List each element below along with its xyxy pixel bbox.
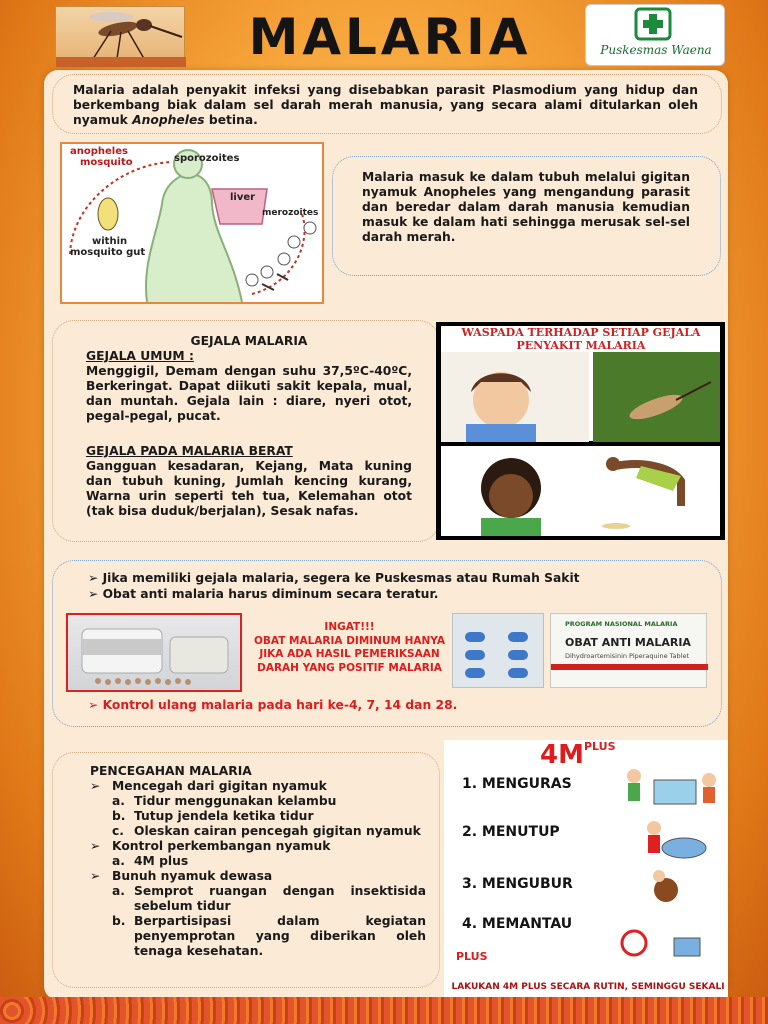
symptoms-heading: GEJALA MALARIA [190, 334, 308, 348]
box-program: PROGRAM NASIONAL MALARIA [565, 620, 678, 628]
label-merozoites: merozoites [262, 208, 319, 218]
intro-italic: Anopheles [132, 113, 205, 127]
label-gut: mosquito gut [70, 247, 146, 258]
prevention-item [90, 914, 426, 959]
severe-heading: GEJALA PADA MALARIA BERAT [86, 444, 293, 458]
medicine-bottle-photo [66, 613, 242, 692]
puskesmas-logo [585, 4, 725, 66]
sick-child-mosquito-photo [441, 352, 720, 442]
prevention-item [90, 824, 426, 839]
mosquito-header-image [55, 6, 185, 66]
box-stripe [551, 664, 708, 670]
intro-part2: betina. [204, 113, 258, 127]
prevention-item-text: Mencegah dari gigitan nyamuk [112, 779, 327, 793]
warning-title: WASPADA TERHADAP SETIAP GEJALA PENYAKIT MALARIA [461, 326, 701, 352]
lifecycle-diagram [60, 142, 324, 304]
prevention-item-text: Kontrol perkembangan nyamuk [112, 839, 331, 853]
prevention-item-text: 4M plus [134, 854, 189, 868]
prevention-item [90, 854, 426, 869]
label-sporozoites: sporozoites [174, 153, 240, 164]
prevention-item [90, 794, 426, 809]
severe-text: Gangguan kesadaran, Kejang, Mata kuning dan tubuh kuning, Jumlah kencing kurang, Warna urin seperti teh tua, Kelemahan otot (tak bisa duduk/berjalan), Sesak nafas. [86, 459, 412, 518]
prevention-list [90, 764, 426, 959]
bullet-arrow-icon: ➢ [88, 587, 103, 601]
prevention-item-text: Bunuh nyamuk dewasa [112, 869, 273, 883]
general-text: Menggigil, Demam dengan suhu 37,5ºC-40ºC, Berkeringat. Dapat diikuti sakit kepala, mual, dan muntah. Gejala lain : diare, nyeri otot, pegal-pegal, pucat. [86, 364, 412, 423]
treatment-bullet-2 [88, 587, 708, 602]
prevention-item-text: Tutup jendela ketika tidur [134, 809, 314, 823]
prevention-item [90, 869, 426, 884]
sub-item-marker: b. [112, 914, 126, 928]
transmission-text: Malaria masuk ke dalam tubuh melalui gigitan nyamuk Anopheles yang mengandung parasit dan beredar dalam darah manusia kemudian masuk ke dalam hati sehingga merusak sel-sel darah merah. [362, 170, 690, 244]
sick-people-illustration [441, 446, 720, 536]
step-3: 3. MENGUBUR [462, 876, 573, 892]
label-anopheles: anopheles [70, 146, 128, 157]
box-title: OBAT ANTI MALARIA [565, 636, 691, 649]
prevention-item-text: Oleskan cairan pencegah gigitan nyamuk [134, 824, 421, 838]
treatment-bullet-text: Jika memiliki gejala malaria, segera ke Puskesmas atau Rumah Sakit [102, 571, 580, 585]
sub-item-marker: b. [112, 809, 126, 823]
bullet-arrow-icon: ➢ [90, 779, 101, 793]
sub-item-marker: a. [112, 884, 125, 898]
step-2: 2. MENUTUP [462, 824, 560, 840]
label-liver: liver [230, 192, 256, 203]
label-within: within [92, 236, 128, 247]
prevention-items [90, 779, 426, 959]
prevention-heading: PENCEGAHAN MALARIA [90, 764, 252, 778]
fourm-illustrations [614, 758, 726, 978]
sub-item-marker: c. [112, 824, 124, 838]
box-sub: Dihydroartemisinin Piperaquine Tablet [565, 652, 690, 660]
step-1: 1. MENGURAS [462, 776, 572, 792]
blister-pack-photo [452, 613, 544, 688]
label-mosquito: mosquito [80, 157, 133, 168]
treatment-bullet-1 [88, 571, 708, 586]
fourm-plus-label: PLUS [456, 950, 488, 963]
bullet-arrow-icon: ➢ [88, 571, 103, 585]
prevention-item [90, 884, 426, 914]
bullet-arrow-icon: ➢ [90, 869, 101, 883]
general-heading: GEJALA UMUM : [86, 349, 194, 363]
bullet-arrow-icon: ➢ [90, 839, 101, 853]
fourm-poster [444, 740, 728, 998]
medicine-box-photo [550, 613, 707, 688]
step-4: 4. MEMANTAU [462, 916, 573, 932]
prevention-item-text: Semprot ruangan dengan insektisida sebelum tidur [134, 884, 426, 913]
sub-item-marker: a. [112, 794, 125, 808]
prevention-item-text: Tidur menggunakan kelambu [134, 794, 337, 808]
prevention-item [90, 779, 426, 794]
sub-item-marker: a. [112, 854, 125, 868]
prevention-item-text: Berpartisipasi dalam kegiatan penyemprotan yang diberikan oleh tenaga kesehatan. [134, 914, 426, 958]
fourm-title-plus: PLUS [583, 740, 616, 753]
logo-text: Puskesmas Waena [600, 43, 712, 57]
page-title: MALARIA [248, 8, 532, 66]
fourm-title [540, 740, 616, 770]
bullet-arrow-icon: ➢ [88, 698, 103, 712]
intro-text [73, 83, 698, 128]
reminder-text: INGAT!!! OBAT MALARIA DIMINUM HANYA JIKA ADA HASIL PEMERIKSAAN DARAH YANG POSITIF MALARIA [253, 621, 446, 674]
intro-part1: Malaria adalah penyakit infeksi yang disebabkan parasit Plasmodium yang hidup dan berkembang biak dalam sel darah merah manusia, yang secara alami ditularkan oleh nyamuk [73, 83, 698, 127]
fourm-footer: LAKUKAN 4M PLUS SECARA RUTIN, SEMINGGU SEKALI [451, 982, 725, 992]
fourm-title-m: 4M [540, 740, 584, 770]
control-text [88, 698, 708, 713]
prevention-item [90, 839, 426, 854]
prevention-item [90, 809, 426, 824]
treatment-bullet-text: Obat anti malaria harus diminum secara teratur. [102, 587, 439, 601]
warning-image [436, 322, 725, 540]
control-label: Kontrol ulang malaria pada hari ke-4, 7, 14 dan 28. [102, 698, 458, 712]
decorative-footer [0, 997, 768, 1024]
